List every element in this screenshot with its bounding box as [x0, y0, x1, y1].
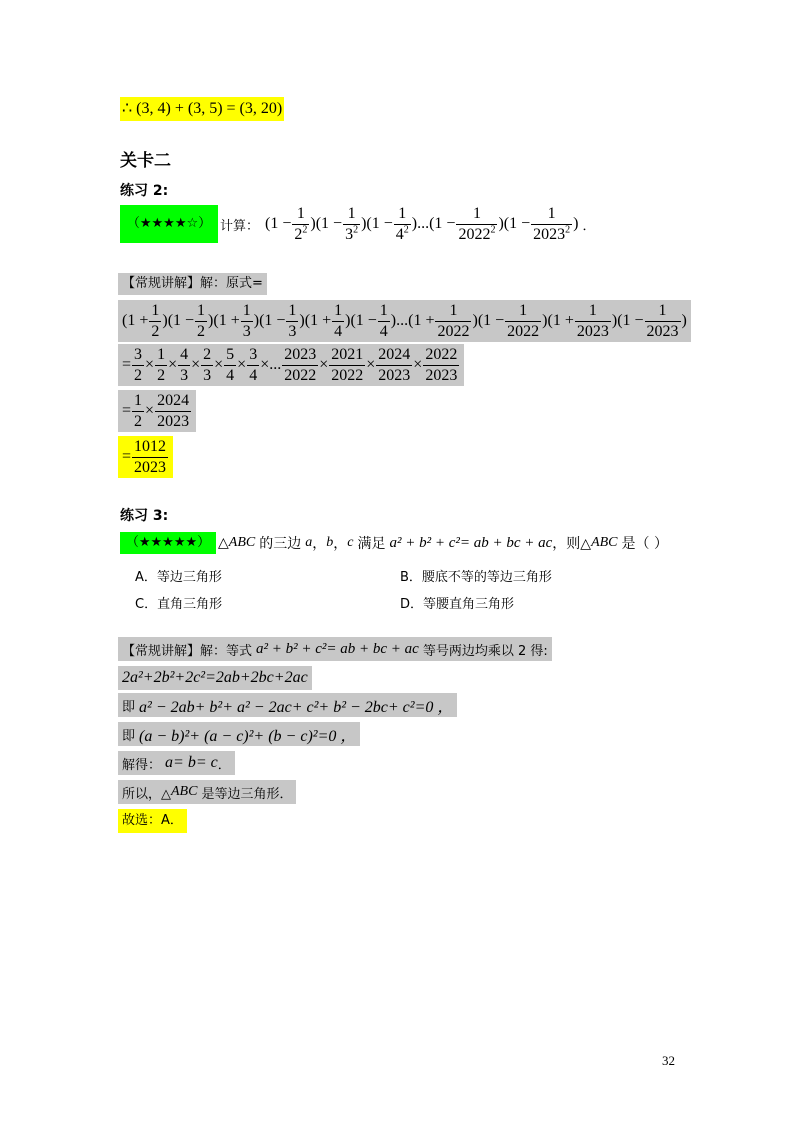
- exercise-3-heading: 练习 3:: [120, 508, 169, 524]
- exercise-2-heading: 练习 2:: [120, 183, 169, 199]
- page-number: 32: [662, 1053, 675, 1068]
- option-c[interactable]: C．直角三角形: [135, 597, 223, 612]
- period: ．: [582, 218, 596, 234]
- expr-part: )(1 −: [310, 215, 343, 232]
- solution-line-ex3-2: 2a²+2b²+2c²=2ab+2bc+2ac: [118, 666, 312, 690]
- expr-part: (1 −: [265, 215, 292, 232]
- solution-label-ex2: 【常规讲解】解：原式=: [118, 273, 267, 295]
- expr-part: )...(1 −: [411, 215, 456, 232]
- final-answer-ex2: = $\frac{1012}{2023}$: [118, 436, 173, 478]
- prompt-label: 计算：: [220, 218, 260, 234]
- solution-line-ex3-1: 【常规讲解】解：等式 a² + b² + c²= ab + bc + ac 等号两边均乘以 2 得:: [118, 637, 552, 661]
- solution-line-ex3-6: 所以，△ ABC 是等边三角形．: [118, 780, 296, 804]
- solution-line-ex3-4: 即 (a − b)²+ (a − c)²+ (b − c)²=0 ，: [118, 722, 360, 746]
- final-answer-ex3: 故选：A．: [118, 809, 187, 833]
- option-b[interactable]: B．腰底不等的等边三角形: [400, 570, 552, 585]
- expr-part: )(1 −: [361, 215, 393, 232]
- option-d[interactable]: D．等腰直角三角形: [400, 597, 515, 612]
- expr-part: )(1 −: [498, 215, 531, 232]
- fraction: $\frac{1}{2022^2}$: [458, 204, 496, 243]
- fraction: $\frac{1}{4^2}$: [395, 204, 409, 243]
- solution-line-ex3-5: 解得： a= b= c ．: [118, 751, 235, 775]
- difficulty-stars-ex2: （★★★★☆）: [120, 205, 218, 243]
- solution-line-2: = $\frac{3}{2}$ × $\frac{1}{2}$ × $\frac{4}{3}$ × $\frac{2}{3}$ × $\frac{5}{4}$ × $\frac{3}{4}$ ×... $\frac{2023}{2022}$ × $\frac{2021}{2022}$ × $\frac{2024}{2023}$ × $\frac{2022}{2023}$: [118, 344, 464, 386]
- difficulty-stars-ex3: （★★★★★）: [120, 532, 216, 554]
- fraction: $\frac{1}{2^2}$: [294, 204, 308, 243]
- section-title: 关卡二: [120, 151, 171, 171]
- solution-line-3: = $\frac{1}{2}$ × $\frac{2024}{2023}$: [118, 390, 196, 432]
- exercise-2-question: [220, 204, 595, 244]
- fraction: $\frac{1}{3^2}$: [345, 204, 359, 243]
- option-a[interactable]: A．等边三角形: [135, 570, 222, 585]
- solution-line-1: (1 + $\frac{1}{2}$ )(1 − $\frac{1}{2}$ )(1 + $\frac{1}{3}$ )(1 − $\frac{1}{3}$ )(1 + $\frac{1}{4}$ )(1 − $\frac{1}{4}$ )...(1 + $\frac{1}{2022}$ )(1 − $\frac{1}{2022}$ )(1 + $\frac{1}{2023}$ )(1 − $\frac{1}{2023}$ ): [118, 300, 691, 342]
- fraction: $\frac{1}{2023^2}$: [533, 204, 571, 243]
- previous-answer: ∴ (3, 4) + (3, 5) = (3, 20): [120, 97, 284, 121]
- exercise-3-question: △ ABC 的三边 a ， b ， c 满足 a² + b² + c²= ab + bc + ac ，则△ ABC 是（ ）: [218, 534, 668, 552]
- expr-part: ): [573, 215, 579, 232]
- solution-line-ex3-3: 即 a² − 2ab+ b²+ a² − 2ac+ c²+ b² − 2bc+ c²=0 ，: [118, 693, 457, 717]
